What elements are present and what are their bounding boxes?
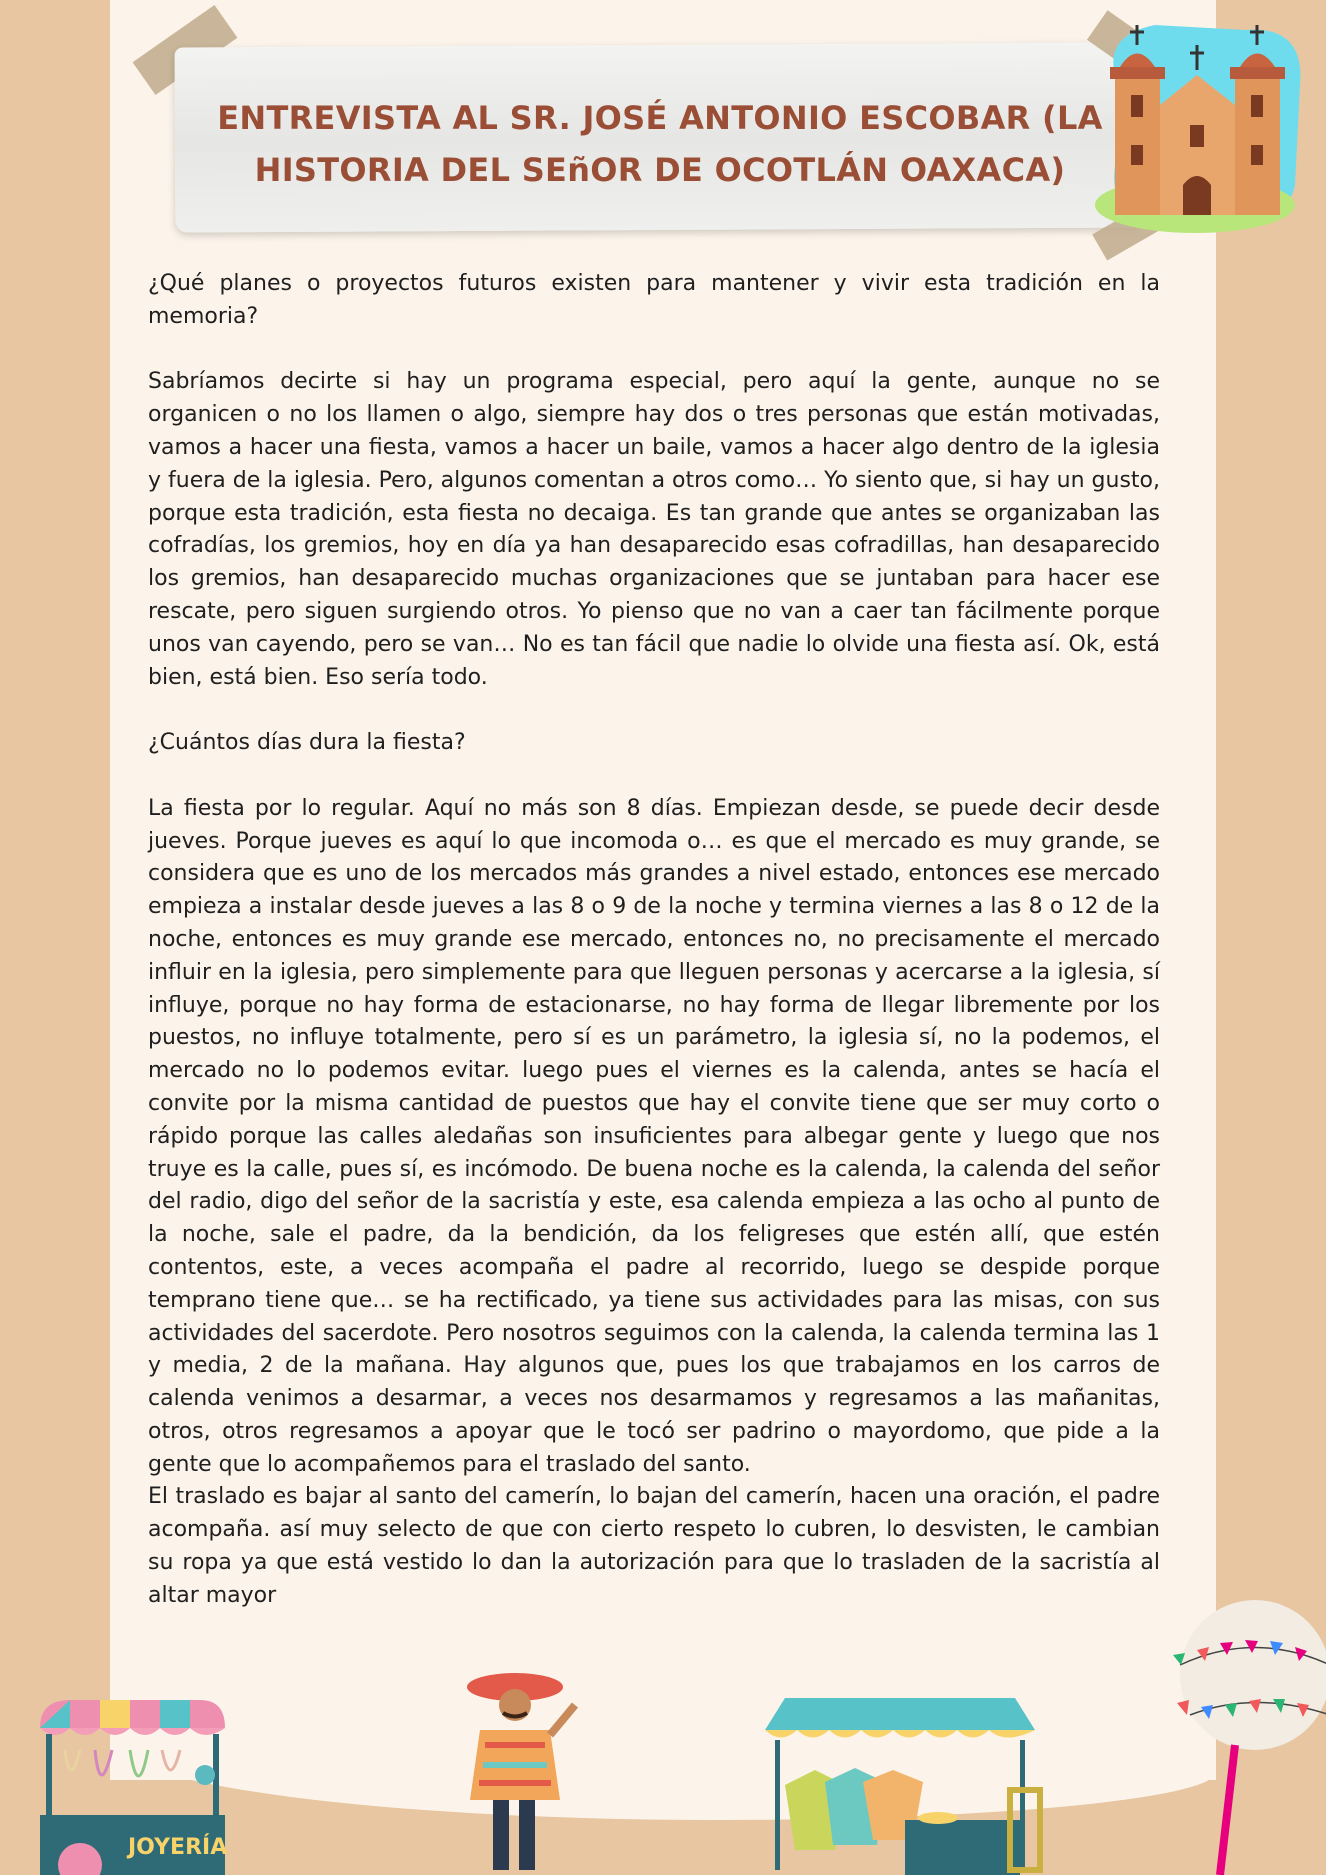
answer-festival-duration-continued: El traslado es bajar al santo del camerín, lo bajan del camerín, hacen una oración, el padre acompaña. así muy selecto de que con cierto respeto lo cubren, lo desvisten, le cambian su ropa ya que está vestido lo dan la autorización para que lo trasladen de la sacristía al altar mayor xyxy=(148,1484,1160,1608)
interview-content xyxy=(148,268,1160,1613)
poncho-stall-icon xyxy=(745,1690,1055,1875)
question-festival-duration: ¿Cuántos días dura la fiesta? xyxy=(148,730,466,756)
church-icon xyxy=(1095,15,1315,245)
question-future-plans: ¿Qué planes o proyectos futuros existen para mantener y vivir esta tradición en la memoria? xyxy=(148,271,1160,329)
papel-picado-icon xyxy=(1165,1595,1326,1875)
answer-festival-duration: La fiesta por lo regular. Aquí no más son 8 días. Empiezan desde, se puede decir desde jueves. Porque jueves es aquí lo que incomoda o… es que el mercado es muy grande, se considera que es uno de los mercados más grandes a nivel estado, entonces ese mercado empieza a instalar desde jueves a las 8 o 9 de la noche y termina viernes a las 8 o 12 de la noche, entonces es muy grande ese mercado, entonces no, no precisamente el mercado influir en la iglesia, pero simplemente para que lleguen personas y acercarse a la iglesia, sí influye, porque no hay forma de estacionarse, no hay forma de llegar libremente por los puestos, no influye totalmente, pero sí es un parámetro, la iglesia sí, no la podemos, el mercado no lo podemos evitar. luego pues el viernes es la calenda, antes se hacía el convite por la misma cantidad de puestos que hay el convite tiene que ser muy corto o rápido porque las calles aledañas son insuficientes para albegar gente y luego que nos truye es la calle, pues sí, es incómodo. De buena noche es la calenda, la calenda del señor del radio, digo del señor de la sacristía y este, esa calenda empieza a las ocho al punto de la noche, sale el padre, da la bendición, da los feligreses que estén allí, que estén contentos, este, a veces acompaña el padre al recorrido, luego se despide porque temprano tiene que… se ha rectificado, ya tiene sus actividades para las misas, con sus actividades del sacerdote. Pero nosotros seguimos con la calenda, la calenda termina las 1 y media, 2 de la mañana. Hay algunos que, pues los que trabajamos en los carros de calenda venimos a desarmar, a veces nos desarmamos y regresamos a las mañanitas, otros, otros regresamos a apoyar que le tocó ser padrino o mayordomo, que pide a la gente que lo acompañemos para el traslado del santo. xyxy=(148,795,1160,1477)
page-title: ENTREVISTA AL SR. JOSÉ ANTONIO ESCOBAR (LA HISTORIA DEL SEñOR DE OCOTLÁN OAXACA) xyxy=(217,99,1103,189)
mariachi-man-icon xyxy=(455,1665,595,1875)
answer-future-plans: Sabríamos decirte si hay un programa especial, pero aquí la gente, aunque no se organicen o no los llamen o algo, siempre hay dos o tres personas que están motivadas, vamos a hacer una fiesta, vamos a hacer un baile, vamos a hacer algo dentro de la iglesia y fuera de la iglesia. Pero, algunos comentan a otros como… Yo siento que, si hay un gusto, porque esta tradición, esta fiesta no decaiga. Es tan grande que antes se organizaban las cofradías, los gremios, hoy en día ya han desaparecido esas cofradillas, han desaparecido los gremios, han desaparecido muchas organizaciones que se juntaban para hacer ese rescate, pero siguen surgiendo otros. Yo pienso que no van a caer tan fácilmente porque unos van cayendo, pero se van… No es tan fácil que nadie lo olvide una fiesta así. Ok, está bien, está bien. Eso sería todo. xyxy=(148,369,1160,690)
jewelry-stall-sign: JOYERÍA xyxy=(128,1835,228,1860)
